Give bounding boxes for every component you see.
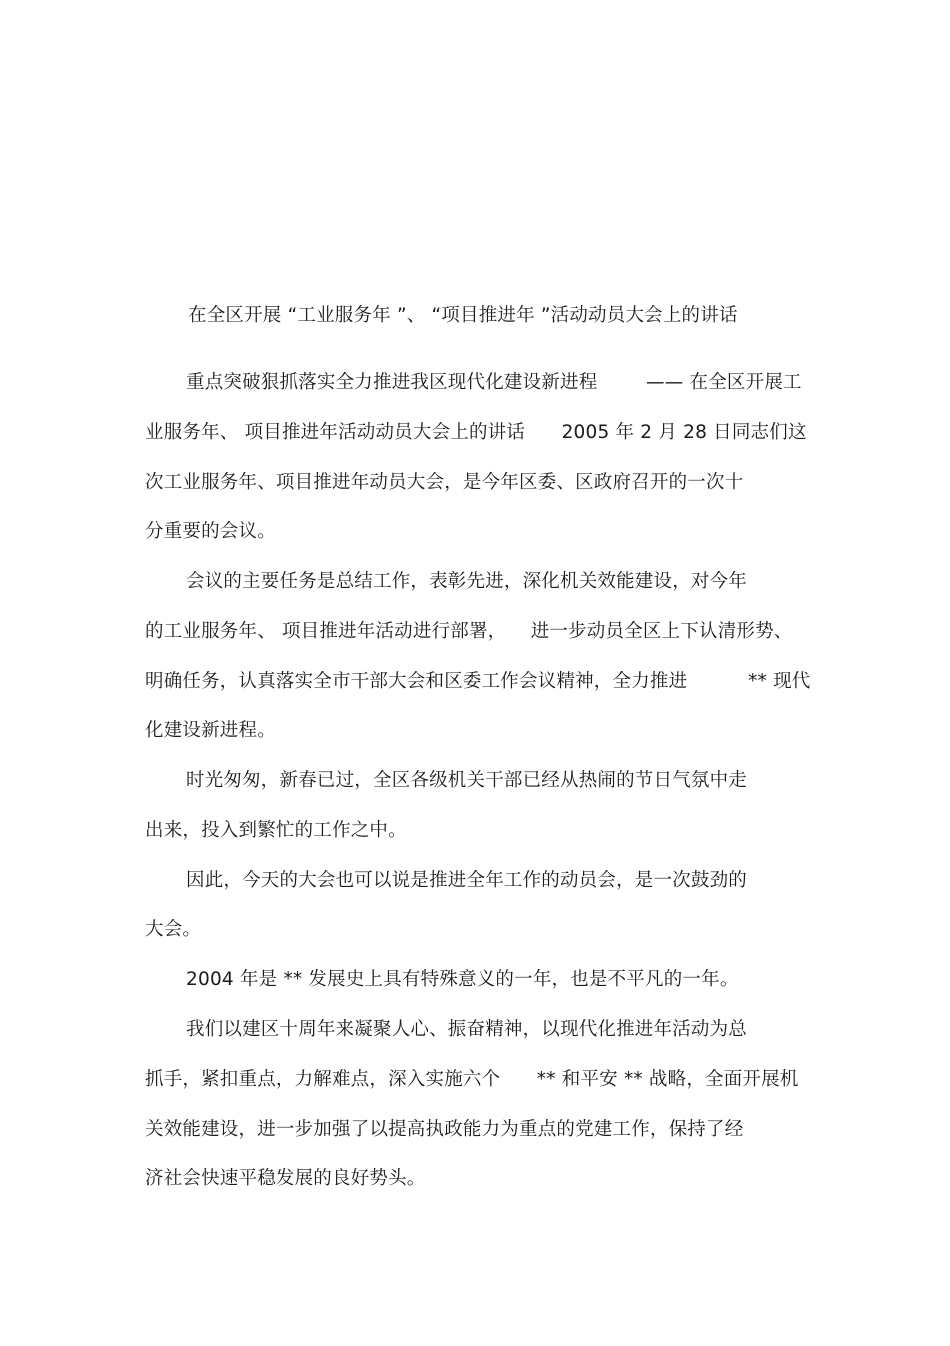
paragraph-line: 抓手，紧扣重点，力解难点，深入实施六个 ** 和平安 ** 战略，全面开展机 [145, 1069, 799, 1090]
paragraph-line: 业服务年、 项目推进年活动动员大会上的讲话 2005 年 2 月 28 日同志们这 [145, 422, 807, 443]
paragraph-line: 2004 年是 ** 发展史上具有特殊意义的一年，也是不平凡的一年。 [186, 969, 739, 990]
paragraph-line: 时光匆匆，新春已过，全区各级机关干部已经从热闹的节日气氛中走 [186, 770, 748, 791]
paragraph-line: 分重要的会议。 [145, 521, 276, 542]
paragraph-line: 重点突破狠抓落实全力推进我区现代化建设新进程 —— 在全区开展工 [186, 372, 802, 393]
paragraph-line: 我们以建区十周年来凝聚人心、振奋精神，以现代化推进年活动为总 [186, 1019, 748, 1040]
document-title: 在全区开展 “工业服务年 ”、 “项目推进年 ”活动动员大会上的讲话 [188, 305, 738, 326]
paragraph-line: 关效能建设，进一步加强了以提高执政能力为重点的党建工作，保持了经 [145, 1119, 744, 1140]
paragraph-line: 化建设新进程。 [145, 720, 276, 741]
paragraph-line: 因此，今天的大会也可以说是推进全年工作的动员会，是一次鼓劲的 [186, 870, 748, 891]
paragraph-line: 次工业服务年、项目推进年动员大会，是今年区委、区政府召开的一次十 [145, 472, 744, 493]
paragraph-line: 明确任务，认真落实全市干部大会和区委工作会议精神，全力推进 ** 现代 [145, 671, 811, 692]
paragraph-line: 会议的主要任务是总结工作，表彰先进，深化机关效能建设，对今年 [186, 571, 748, 592]
paragraph-line: 大会。 [145, 919, 202, 940]
paragraph-line: 济社会快速平稳发展的良好势头。 [145, 1168, 426, 1189]
paragraph-line: 出来，投入到繁忙的工作之中。 [145, 820, 407, 841]
paragraph-line: 的工业服务年、 项目推进年活动进行部署， 进一步动员全区上下认清形势、 [145, 621, 793, 642]
